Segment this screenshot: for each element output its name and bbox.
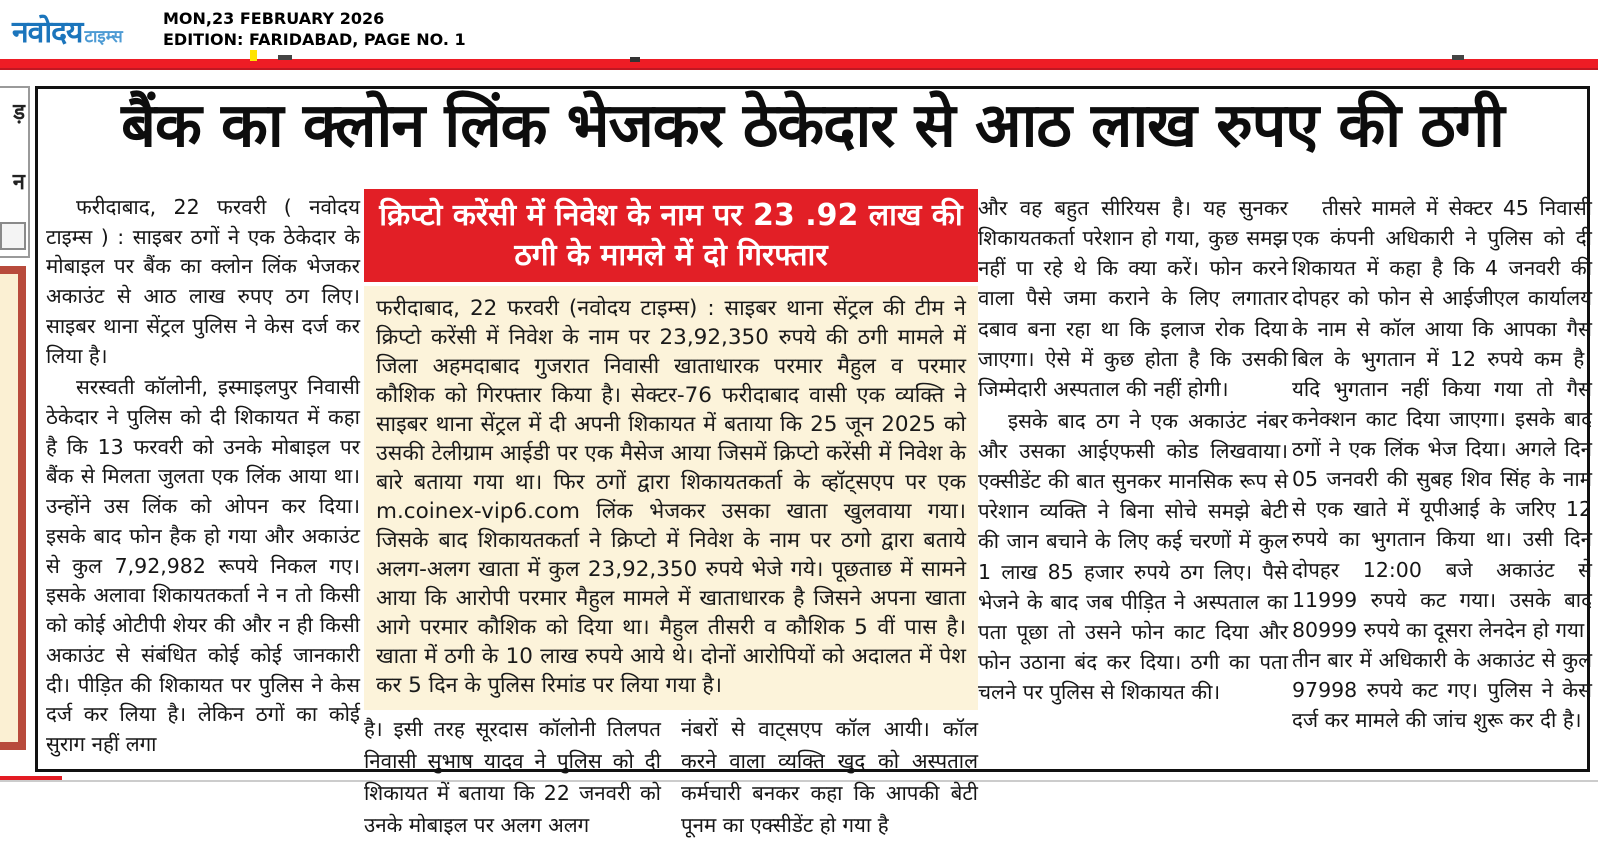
- column1-para1: फरीदाबाद, 22 फरवरी ( नवोदय टाइम्स ) : साइबर ठगों ने एक ठेकेदार के मोबाइल पर बैंक का क्लोन लिंक भेजकर अकाउंट से आठ लाख रुपए ठग लिए। साइबर थाना सेंट्रल पुलिस ने केस दर्ज कर लिया है।: [46, 195, 360, 368]
- main-headline: बैंक का क्लोन लिंक भेजकर ठेकेदार से आठ लाख रुपए की ठगी: [121, 90, 1504, 161]
- column1-para2: सरस्वती कॉलोनी, इस्माइलपुर निवासी ठेकेदार ने पुलिस को दी शिकायत में कहा है कि 13 फरवरी को उनके मोबाइल पर बैंक से मिलता जुलता एक लिंक आया था। उन्होंने उस लिंक को ओपन कर दिया। इसके बाद फोन हैक हो गया और अकाउंट से कुल 7,92,982 रूपये निकल गए। इसके अलावा शिकायतकर्ता ने न तो किसी को कोई ओटीपी शेयर की और न ही किसी अकाउंट से संबंधित कोई कोई जानकारी दी। पीड़ित की शिकायत पर पुलिस ने केस दर्ज कर लिया है। लेकिन ठगों का कोई सुराग नहीं लगा: [46, 375, 360, 756]
- print-artifact: [250, 50, 257, 61]
- column3-para2: इसके बाद ठग ने एक अकाउंट नंबर और उसका आईएफसी कोड लिखवाया। एक्सीडेंट की बात सुनकर मानसिक रूप से परेशान व्यक्ति ने बिना सोचे समझे बेटी की जान बचाने के लिए कई चरणों में कुल 1 लाख 85 हजार रुपये ठग लिए। पैसे भेजने के बाद जब पीड़ित ने अस्पताल का पता पूछा तो उसने फोन काट दिया और फोन उठाना बंद कर दिया। ठगी का पता चलने पर पुलिस से शिकायत की।: [978, 408, 1288, 704]
- inset-headline: क्रिप्टो करेंसी में निवेश के नाम पर 23 .92 लाख की ठगी के मामले में दो गिरफ्तार: [364, 189, 978, 282]
- column2-subcolumns: [364, 714, 978, 841]
- newspaper-logo: [12, 10, 123, 51]
- edition-line: EDITION: FARIDABAD, PAGE NO. 1: [163, 30, 466, 49]
- column-2-inset: [364, 189, 978, 841]
- edition-info: [163, 8, 466, 50]
- column2-right: नंबरों से वाट्सएप कॉल आयी। कॉल करने वाला व्यक्ति खुद को अस्पताल कर्मचारी बनकर कहा कि आपकी बेटी पूनम का एक्सीडेंट हो गया है: [681, 717, 978, 837]
- clipped-text: न: [12, 170, 25, 195]
- column-3: [978, 193, 1288, 709]
- column-1: [46, 193, 360, 762]
- date-line: MON,23 FEBRUARY 2026: [163, 9, 385, 28]
- left-clipped-article-fragment: [0, 86, 30, 258]
- article-box: [35, 86, 1592, 837]
- logo-sub-text: टाइम्स: [84, 27, 123, 47]
- red-separator-band: [0, 59, 1598, 70]
- logo-main-text: नवोदय: [12, 15, 83, 50]
- print-artifact: [630, 57, 640, 62]
- inset-body: फरीदाबाद, 22 फरवरी (नवोदय टाइम्स) : साइबर थाना सेंट्रल की टीम ने क्रिप्टो करेंसी में निवेश के नाम पर 23,92,350 रुपये की ठगी मामले में जिला अहमदाबाद गुजरात निवासी खाताधारक परमार मैहुल व परमार कौशिक को गिरफ्तार किया है। सेक्टर-76 फरीदाबाद वासी एक व्यक्ति ने साइबर थाना सेंट्रल में दी अपनी शिकायत में बताया कि 25 जून 2025 को उसकी टेलीग्राम आईडी पर एक मैसेज आया जिसमें क्रिप्टो करेंसी में निवेश के बारे बताया गया था। फिर ठगों द्वारा शिकायतकर्ता के व्हॉट्सएप पर एक m.coinex-vip6.com लिंक भेजकर उसका खाता खुलवाया गया। जिसके बाद शिकायतकर्ता ने क्रिप्टो में निवेश के नाम पर ठगो द्वारा बताये अलग-अलग खाता में कुल 23,92,350 रुपये भेजे गये। पूछताछ में सामने आया कि आरोपी परमार मैहुल मामले में खाताधारक है जिसने अपना खाता आगे परमार कौशिक को दिया था। मैहुल तीसरी व कौशिक 5 वीं पास है। खाता में ठगी के 10 लाख रुपये आये थे। दोनों आरोपियों को अदालत में पेश कर 5 दिन के पुलिस रिमांड पर लिया गया है।: [364, 286, 978, 710]
- column4-para: तीसरे मामले में सेक्टर 45 निवासी एक कंपनी अधिकारी ने पुलिस को दी शिकायत में कहा है कि 4 जनवरी की दोपहर को फोन से आईजीएल कार्यालय के नाम से कॉल आया कि आपका गैस बिल के भुगतान में 12 रुपये कम है। यदि भुगतान नहीं किया गया तो गैस कनेक्शन काट दिया जाएगा। इसके बाद ठगों ने एक लिंक भेज दिया। अगले दिन 05 जनवरी की सुबह शिव सिंह के नाम से एक खाते में यूपीआई के जरिए 12 रुपये का भुगतान किया था। उसी दिन दोपहर 12:00 बजे अकाउंट से 11999 रुपये कट गया। उसके बाद 80999 रुपये का दूसरा लेनदेन हो गया। तीन बार में अधिकारी के अकाउंट से कुल 97998 रुपये कट गए। पुलिस ने केस दर्ज कर मामले की जांच शुरू कर दी है।: [1292, 196, 1592, 733]
- column3-para1: और वह बहुत सीरियस है। यह सुनकर शिकायतकर्ता परेशान हो गया, कुछ समझ नहीं पा रहे थे कि क्या करें। फोन करने वाला पैसे जमा कराने के लिए लगातार दबाव बना रहा था कि इलाज रोक दिया जाएगा। ऐसे में कुछ होता है कि उसकी जिम्मेदारी अस्पताल की नहीं होगी।: [978, 196, 1288, 401]
- masthead: [0, 0, 1598, 59]
- clipped-text: ड़: [13, 100, 25, 125]
- clipped-inner-box: [0, 222, 26, 250]
- left-clipped-highlight-fragment: [0, 266, 26, 750]
- column2-left: है। इसी तरह सूरदास कॉलोनी तिलपत निवासी सुभाष यादव ने पुलिस को दी शिकायत में बताया कि 22 जनवरी को उनके मोबाइल पर अलग अलग: [364, 717, 661, 837]
- print-artifact: [278, 55, 292, 60]
- print-artifact: [1452, 55, 1464, 60]
- column-4: [1292, 193, 1592, 737]
